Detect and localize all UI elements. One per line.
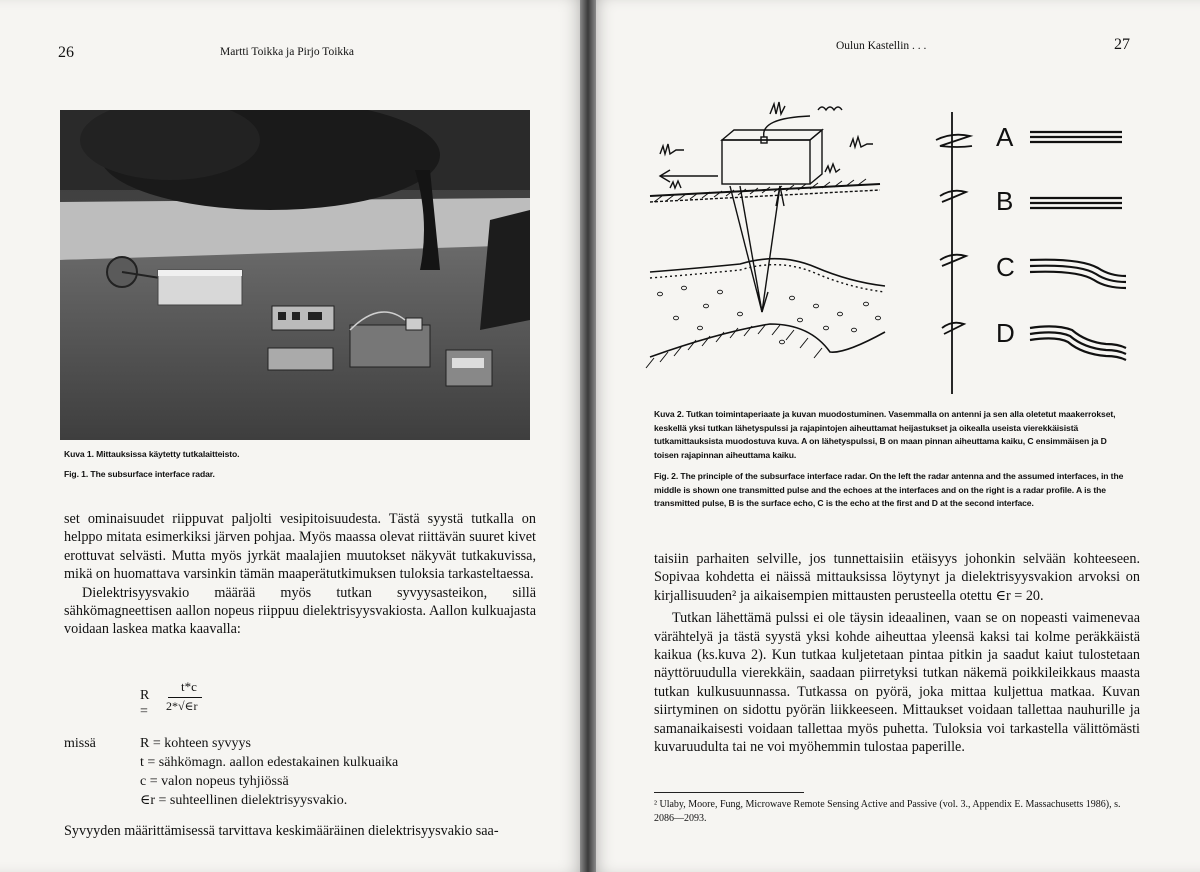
book-gutter	[580, 0, 596, 872]
radar-photo-illustration	[60, 110, 530, 440]
page-number-left: 26	[58, 44, 74, 61]
figure-letter-b: B	[996, 186, 1014, 216]
figure-letter-a: A	[996, 122, 1014, 152]
fig1-caption-en: Fig. 1. The subsurface interface radar.	[64, 469, 215, 479]
radar-equipment-photo	[60, 110, 530, 440]
radar-principle-drawing	[640, 92, 1140, 402]
page-number-right: 27	[1114, 36, 1130, 53]
fig1-caption-fi: Kuva 1. Mittauksissa käytetty tutkalaitteisto.	[64, 449, 240, 459]
running-head-right: Oulun Kastellin . . .	[836, 40, 927, 52]
radar-principle-diagram	[640, 92, 1140, 402]
left-paragraph-1: set ominaisuudet riippuvat paljolti vesipitoisuudesta. Tästä syystä tutkalla on helppo mitata esimerkiksi järven pohjaa. Myös maassa olevat riittävän suuret kivet erottuvat selvästi. Mutta myös jyrkät maalajien muutokset näkyvät tutkakuvissa, mikä on huomattava varsinkin tämän maaperätutkimuksen tuloksia tarkasteltaessa.	[64, 511, 536, 583]
definition-item: R = kohteen syvyys	[140, 736, 251, 751]
figure-letter-d: D	[996, 318, 1015, 348]
definition-item: ∈r = suhteellinen dielektrisyysvakio.	[140, 793, 348, 808]
footnote: ² Ulaby, Moore, Fung, Microwave Remote Sensing Active and Passive (vol. 3., Appendix E. Massachusetts 1986), s. 2086—2093.	[654, 799, 1121, 824]
figure-letter-c: C	[996, 252, 1015, 282]
right-paragraph-1: taisiin parhaiten selville, jos tunnettaisiin etäisyys johonkin selvään kohteeseen. Sopivaa kohdetta ei näissä mittauksissa löytynyt ja dielektrisyysvakion arvoksi on kirjallisuuden² ja aikaisempien mittausten perusteella otettu ∈r = 20.	[654, 551, 1140, 604]
definitions-label: missä	[64, 736, 96, 751]
fig2-caption-en: Fig. 2. The principle of the subsurface interface radar. On the left the radar antenna and the assumed interfaces, in the middle is shown one transmitted pulse and the echoes at the interfaces and on the right is a radar profile. A is the transmitted pulse, B is the surface echo, C is the echo at the first and D at the second interface.	[654, 471, 1124, 509]
right-paragraph-2: Tutkan lähettämä pulssi ei ole täysin ideaalinen, vaan se on nopeasti vaimenevaa värähtelyä ja tästä syystä yksi kohde aiheuttaa yleensä kaksi tai kolme peräkkäistä kaikua (ks.kuva 2). Kun tutkaa kuljetetaan pintaa pitkin ja saadut kaiut tulostetaan näyttöruudulla vierekkäin, saadaan piirretyksi tutkan näkemä poikkileikkaus maasta tutkan kulkusuunnassa. Tutkassa on pyörä, joka mittaa kuljettua matkaa. Kuvan siirtyminen on sidottu pyörän liikkeeseen. Mittaukset voidaan tallettaa nauhurille ja samanaikaisesti voidaan tallettaa myös puhetta. Tuloksia voi tarkastella välittömästi kuvaruudulta tai ne voi myöhemmin tulostaa paperille.	[654, 610, 1140, 756]
left-body-text	[64, 510, 536, 639]
fraction-bar	[168, 697, 202, 698]
footnote-rule	[654, 792, 804, 793]
definition-item: t = sähkömagn. aallon edestakainen kulkuaika	[140, 755, 399, 770]
right-body-text	[654, 550, 1140, 756]
formula-lhs: R =	[140, 688, 150, 719]
left-last-line: Syvyyden määrittämisessä tarvittava keskimääräinen dielektrisyysvakio saa-	[64, 823, 499, 839]
definition-item: c = valon nopeus tyhjiössä	[140, 774, 289, 789]
left-page	[0, 0, 588, 872]
left-paragraph-2: Dielektrisyysvakio määrää myös tutkan syvyysasteikon, sillä sähkömagneettisen aallon nopeus riippuu dielektrisyysvakiosta. Aallon kulkuajasta voidaan laskea matka kaavalla:	[64, 584, 536, 638]
running-head-left: Martti Toikka ja Pirjo Toikka	[220, 46, 355, 58]
formula-denominator: 2*√∈r	[166, 699, 198, 713]
fig2-caption-fi: Kuva 2. Tutkan toimintaperiaate ja kuvan muodostuminen. Vasemmalla on antenni ja sen alla oletetut maakerrokset, keskellä yksi tutkan lähetyspulssi ja rajapintojen aiheuttamat heijastukset ja oikealla useista vierekkäisistä tutkamittauksista muodostuva kuva. A on lähetyspulssi, B on maan pinnan aiheuttama kaiku, C ensimmäisen ja D toisen rajapinnan aiheuttama kaiku.	[654, 409, 1116, 460]
formula-numerator: t*c	[181, 679, 197, 694]
